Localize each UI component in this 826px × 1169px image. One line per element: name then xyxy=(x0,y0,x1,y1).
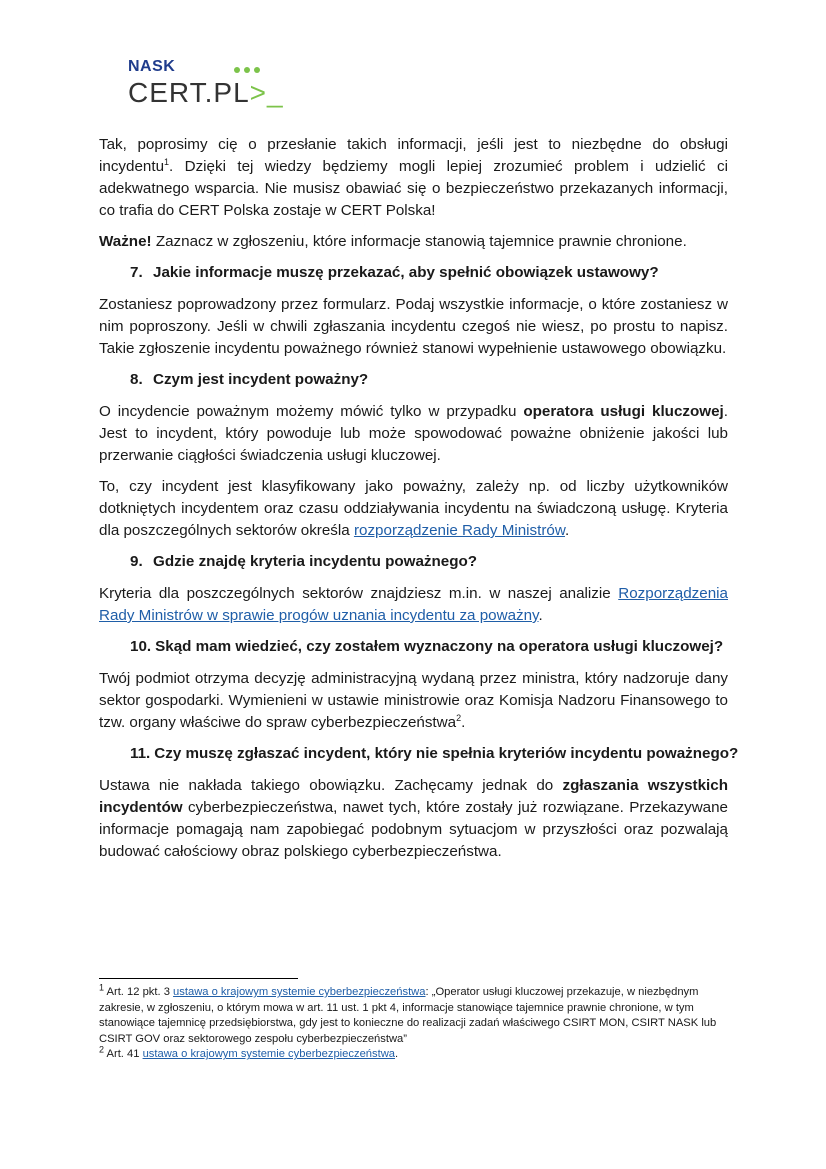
important-label: Ważne! xyxy=(99,233,152,250)
answer-7: Zostaniesz poprowadzony przez formularz. Podaj wszystkie informacje, o które zostaniesz w nim poproszony. Jeśli w chwili zgłaszania incydentu czegoś nie wiesz, po prostu to napisz. Takie zgłoszenie incydentu poważnego również stanowi wypełnienie ustawowego obowiązku. xyxy=(99,296,728,357)
link-analiza-rozporzadzenia[interactable]: Rozporządzenia Rady Ministrów w sprawie progów uznania incydentu za poważny xyxy=(99,585,728,624)
footnote-ref-1[interactable]: 1 xyxy=(164,156,170,167)
footnote-divider xyxy=(99,978,298,979)
answer-8-part-1: O incydencie poważnym możemy mówić tylko w przypadku operatora usługi kluczowej. Jest to incydent, który powoduje lub może spowodować poważne obniżenie jakości lub przerwanie ciągłości świadczenia usługi kluczowej. xyxy=(99,403,728,464)
logo-prompt-mark: >_ xyxy=(249,77,284,108)
link-rozporzadzenie[interactable]: rozporządzenie Rady Ministrów xyxy=(353,522,565,539)
logo-cert-text xyxy=(128,78,284,108)
logo-dots-icon xyxy=(234,60,264,68)
question-7-heading: 7. Jakie informacje muszę przekazać, aby spełnić obowiązek ustawowy? xyxy=(130,264,659,281)
footnote-ref-2[interactable]: 2 xyxy=(456,712,462,723)
question-11-heading: 11. Czy muszę zgłaszać incydent, który nie spełnia kryteriów incydentu poważnego? xyxy=(130,745,739,762)
footnote-1: $^1$ Art. 12 pkt. 3 ustawa o krajowym systemie cyberbezpieczeństwa: „Operator usługi kluczowej przekazuje, w niezbędnym zakresie, w zgłoszeniu, o którym mowa w art. 11 ust. 1 pkt 4, informacje stanowiące tajemnice prawnie chronione, w tym stanowiące tajemnicę przedsiębiorstwa, gdy jest to konieczne do realizacji zadań właściwego CSIRT MON, CSIRT NASK lub CSIRT GOV oraz sektorowego zespołu cyberbezpieczeństwa” xyxy=(99,982,717,1045)
answer-8-part-2: To, czy incydent jest klasyfikowany jako poważny, zależy np. od liczby użytkowników dotkniętych incydentem oraz czasu oddziaływania incydentu na świadczoną usługę. Kryteria dla poszczególnych sektorów określa rozporządzenie Rady Ministrów. xyxy=(99,478,728,539)
answer-9: Kryteria dla poszczególnych sektorów znajdziesz m.in. w naszej analizie Rozporządzenia Rady Ministrów w sprawie progów uznania incydentu za poważny. xyxy=(99,585,728,624)
answer-10: Twój podmiot otrzyma decyzję administracyjną wydaną przez ministra, który nadzoruje dany sektor gospodarki. Wymienieni w ustawie ministrowie oraz Komisja Nadzoru Finansowego to tzw. organy właściwe do spraw cyberbezpieczeństwa$^2$. xyxy=(99,670,728,731)
logo-nask-text: NASK xyxy=(128,58,176,75)
footnote-2: $^2$ Art. 41 ustawa o krajowym systemie cyberbezpieczeństwa. xyxy=(99,1044,399,1061)
paragraph-important: Ważne! Zaznacz w zgłoszeniu, które informacje stanowią tajemnice prawnie chronione. xyxy=(99,233,687,250)
paragraph-intro: Tak, poprosimy cię o przesłanie takich informacji, jeśli jest to niezbędne do obsługi incydentu$^1$. Dzięki tej wiedzy będziemy mogli lepiej zrozumieć problem i udzielić ci adekwatnego wsparcia. Nie musisz obawiać się o bezpieczeństwo przekazanych informacji, co trafia do CERT Polska zostaje w CERT Polska! xyxy=(99,136,728,219)
question-9-heading: 9. Gdzie znajdę kryteria incydentu poważnego? xyxy=(130,553,478,570)
logo-main: CERT.PL xyxy=(128,77,250,108)
document-body xyxy=(99,134,739,872)
question-10-heading: 10. Skąd mam wiedzieć, czy zostałem wyznaczony na operatora usługi kluczowej? xyxy=(130,638,724,655)
footnotes xyxy=(99,982,728,1063)
answer-11: Ustawa nie nakłada takiego obowiązku. Zachęcamy jednak do zgłaszania wszystkich incydentów cyberbezpieczeństwa, nawet tych, które zostały już rozwiązane. Przekazywane informacje pomagają nam zapobiegać podobnym sytuacjom w przyszłości oraz pozwalają budować całościowy obraz polskiego cyberbezpieczeństwa. xyxy=(99,777,728,860)
link-ustawa-fn2[interactable]: ustawa o krajowym systemie cyberbezpieczeństwa xyxy=(142,1048,396,1061)
question-8-heading: 8. Czym jest incydent poważny? xyxy=(130,371,369,388)
cert-pl-logo xyxy=(128,58,284,108)
link-ustawa-fn1[interactable]: ustawa o krajowym systemie cyberbezpieczeństwa xyxy=(173,986,426,998)
